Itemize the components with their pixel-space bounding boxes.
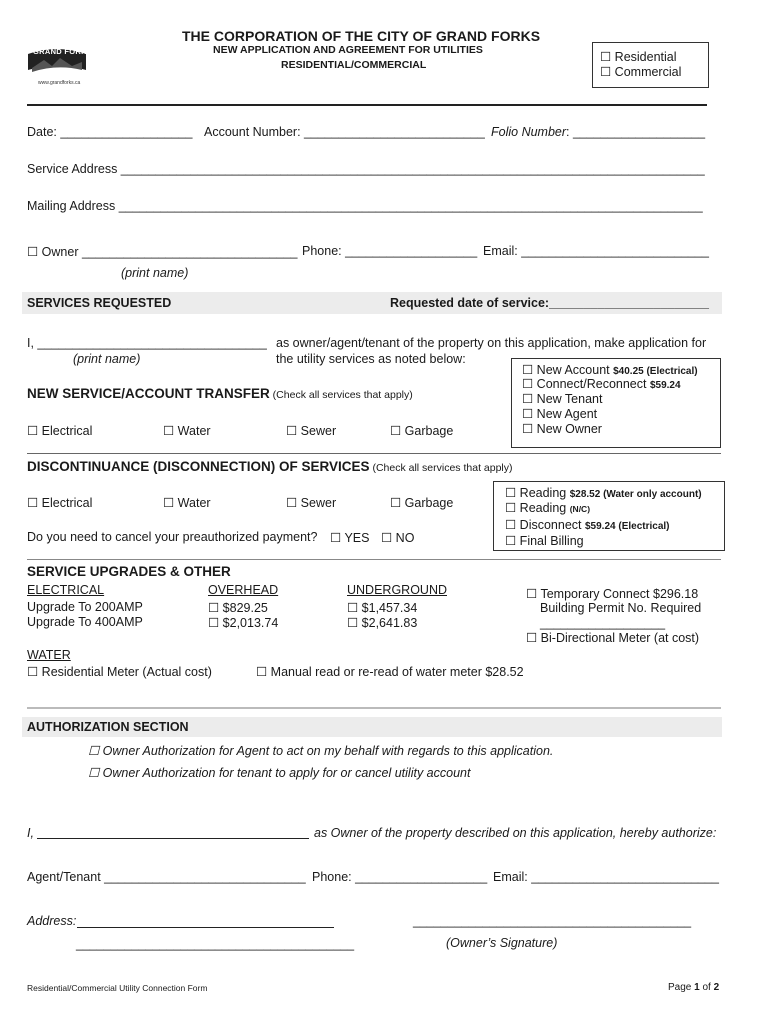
service-address-field[interactable]: Service Address ____________________________________________________________________________________ [27,162,705,176]
new-sewer-checkbox[interactable]: ☐ Sewer [286,424,337,438]
new-account-fee: $40.25 (Electrical) [613,366,698,377]
signature-line[interactable]: ________________________________________ [413,914,692,928]
disc-water-checkbox[interactable]: ☐ Water [163,496,211,510]
upgrade-200-label: Upgrade To 200AMP [27,600,143,614]
address-line-2[interactable]: ________________________________________ [76,937,355,951]
form-subtitle-1: NEW APPLICATION AND AGREEMENT FOR UTILITIES [213,44,483,56]
reading-water-fee: $28.52 (Water only account) [569,489,702,500]
discontinuance-heading [27,459,513,474]
address-label: Address: [27,914,77,928]
agent-tenant-field[interactable]: Agent/Tenant _____________________________ [27,870,306,884]
email-field[interactable]: Email: ___________________________ [483,244,709,258]
connect-reconnect-checkbox[interactable] [522,376,681,391]
application-statement-2: the utility services as noted below: [276,352,466,366]
upgrade-200-overhead-checkbox[interactable]: ☐ $829.25 [208,601,268,615]
owner-name-line[interactable] [37,838,309,839]
disconnect-checkbox[interactable] [505,517,670,532]
date-field[interactable]: Date: ___________________ [27,125,193,139]
page-prefix: Page [668,982,695,993]
new-account-label: ☐ New Account [522,363,614,377]
building-permit-note: Building Permit No. Required [540,601,702,615]
account-number-field[interactable]: Account Number: __________________________ [204,125,485,139]
overhead-column-header: OVERHEAD [208,583,279,597]
electrical-column-header: ELECTRICAL [27,583,105,597]
new-service-note: (Check all services that apply) [269,389,413,401]
print-name-hint: (print name) [121,266,189,280]
folio-line: : ___________________ [566,125,706,139]
auth-phone-field[interactable]: Phone: ___________________ [312,870,488,884]
commercial-checkbox[interactable]: ☐ Commercial [600,65,682,79]
temporary-connect-checkbox[interactable]: ☐ Temporary Connect $296.18 [526,587,699,601]
upgrade-400-overhead-checkbox[interactable]: ☐ $2,013.74 [208,616,279,630]
cancel-no-checkbox[interactable]: ☐ NO [381,531,415,545]
new-garbage-checkbox[interactable]: ☐ Garbage [390,424,454,438]
section-divider-3 [27,707,721,709]
connect-reconnect-fee: $59.24 [649,380,681,391]
applicant-name-field[interactable]: I, _________________________________ [27,336,267,350]
logo-url: www.grandforks.ca [38,80,81,86]
agent-authorization-checkbox[interactable]: ☐ Owner Authorization for Agent to act on my behalf with regards to this application. [88,744,554,758]
residential-meter-checkbox[interactable]: ☐ Residential Meter (Actual cost) [27,665,212,679]
discontinuance-title: DISCONTINUANCE (DISCONNECTION) OF SERVICES [27,459,370,474]
form-title: THE CORPORATION OF THE CITY OF GRAND FORKS [182,28,541,44]
owner-authorize-statement: as Owner of the property described on this application, hereby authorize: [314,826,717,840]
reading-nc-checkbox[interactable] [505,500,590,515]
services-requested-heading: SERVICES REQUESTED [27,296,172,310]
reading-nc-fee: (N/C) [569,504,591,514]
address-line-1[interactable] [77,927,334,928]
requested-date-field[interactable]: Requested date of service:_______________________ [390,296,709,310]
tenant-authorization-checkbox[interactable]: ☐ Owner Authorization for tenant to apply for or cancel utility account [88,766,471,780]
reading-water-checkbox[interactable] [505,485,702,500]
disc-sewer-checkbox[interactable]: ☐ Sewer [286,496,337,510]
cancel-yes-checkbox[interactable]: ☐ YES [330,531,370,545]
auth-email-field[interactable]: Email: ___________________________ [493,870,719,884]
page-current: 1 [694,982,700,993]
new-electrical-checkbox[interactable]: ☐ Electrical [27,424,93,438]
owner-field[interactable]: ☐ Owner _______________________________ [27,245,298,259]
discontinuance-note: (Check all services that apply) [369,462,513,474]
disconnect-label: ☐ Disconnect [505,518,585,532]
reading-water-label: ☐ Reading [505,486,570,500]
upgrade-200-underground-checkbox[interactable]: ☐ $1,457.34 [347,601,418,615]
applicant-print-name-hint: (print name) [73,352,141,366]
disc-electrical-checkbox[interactable]: ☐ Electrical [27,496,93,510]
manual-read-checkbox[interactable]: ☐ Manual read or re-read of water meter $28.52 [256,665,524,679]
residential-checkbox[interactable]: ☐ Residential [600,50,677,64]
application-statement-1: as owner/agent/tenant of the property on this application, make application for [276,336,707,350]
folio-number-field[interactable] [491,125,705,139]
upgrades-heading: SERVICE UPGRADES & OTHER [27,564,231,579]
bidirectional-meter-checkbox[interactable]: ☐ Bi-Directional Meter (at cost) [526,631,700,645]
disconnect-fee: $59.24 (Electrical) [585,521,670,532]
underground-column-header: UNDERGROUND [347,583,447,597]
folio-label: Folio Number [491,125,567,139]
cancel-preauthorized-question: Do you need to cancel your preauthorized payment? [27,530,318,544]
footer-form-name: Residential/Commercial Utility Connection Form [27,983,208,993]
authorization-heading: AUTHORIZATION SECTION [27,720,189,734]
section-divider-2 [27,559,721,560]
new-water-checkbox[interactable]: ☐ Water [163,424,211,438]
upgrade-400-underground-checkbox[interactable]: ☐ $2,641.83 [347,616,418,630]
owner-signature-label: (Owner’s Signature) [446,936,558,950]
reading-nc-label: ☐ Reading [505,501,570,515]
disc-garbage-checkbox[interactable]: ☐ Garbage [390,496,454,510]
form-subtitle-2: RESIDENTIAL/COMMERCIAL [281,59,427,71]
header-divider [27,104,707,106]
connect-reconnect-label: ☐ Connect/Reconnect [522,377,650,391]
mailing-address-field[interactable]: Mailing Address ____________________________________________________________________________________ [27,199,703,213]
page-of: of [699,982,714,993]
logo-text: GRAND FORKS [33,47,93,56]
new-account-checkbox[interactable] [522,362,698,377]
new-tenant-checkbox[interactable]: ☐ New Tenant [522,392,603,406]
building-permit-line[interactable]: __________________ [540,616,666,630]
new-service-title: NEW SERVICE/ACCOUNT TRANSFER [27,386,270,401]
water-header: WATER [27,648,71,662]
section-divider-1 [27,453,721,454]
final-billing-checkbox[interactable]: ☐ Final Billing [505,534,584,548]
page-total: 2 [713,982,720,993]
new-agent-checkbox[interactable]: ☐ New Agent [522,407,598,421]
owner-i-label: I, [27,826,34,840]
page-number [668,982,719,993]
new-owner-checkbox[interactable]: ☐ New Owner [522,422,602,436]
new-service-heading [27,386,413,401]
upgrade-400-label: Upgrade To 400AMP [27,615,143,629]
phone-field[interactable]: Phone: ___________________ [302,244,478,258]
